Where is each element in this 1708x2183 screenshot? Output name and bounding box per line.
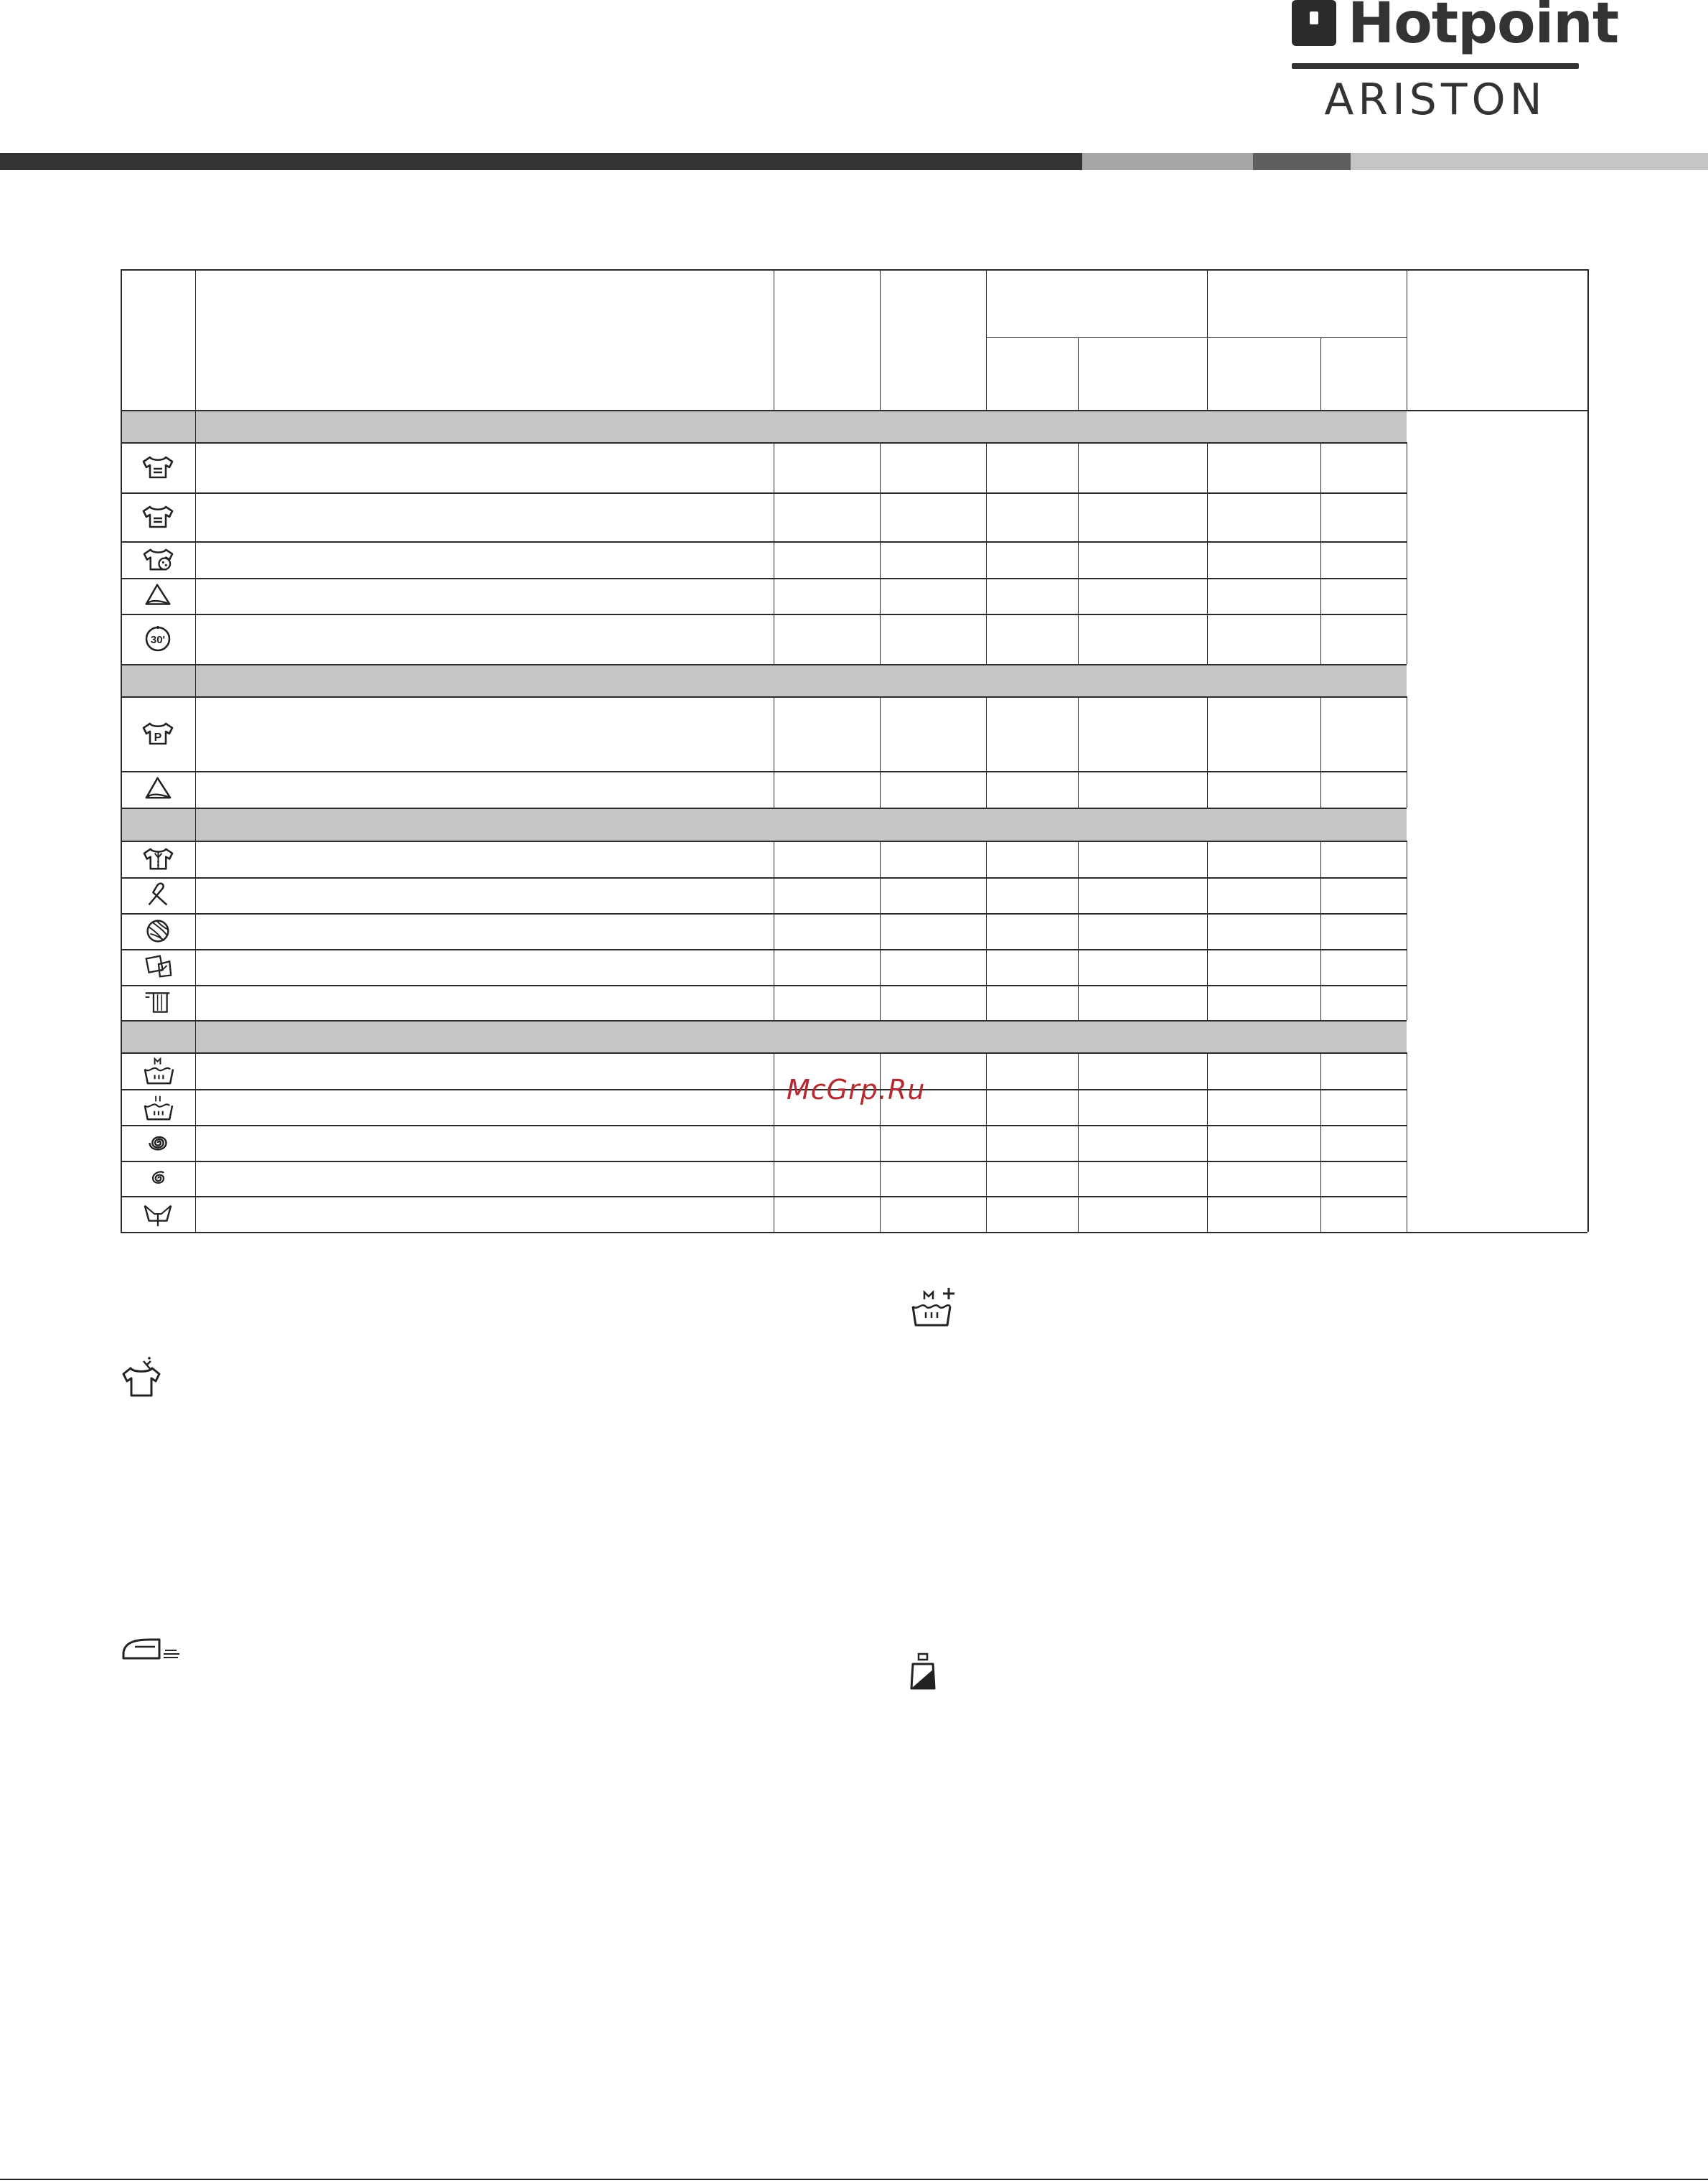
- row-column-divider: [1320, 442, 1321, 492]
- row-column-divider: [1078, 1125, 1079, 1161]
- section-band: [121, 1020, 1407, 1052]
- row-column-divider: [195, 841, 196, 877]
- row-column-divider: [880, 1125, 881, 1161]
- row-column-divider: [1320, 877, 1321, 913]
- row-column-divider: [880, 949, 881, 985]
- row-column-divider: [1207, 696, 1208, 771]
- row-column-divider: [1320, 492, 1321, 541]
- row-divider: [121, 1125, 1407, 1126]
- row-column-divider: [195, 614, 196, 664]
- row-column-divider: [880, 877, 881, 913]
- row-column-divider: [1078, 1161, 1079, 1196]
- row-column-divider: [1078, 771, 1079, 808]
- duvet-icon: [142, 773, 174, 805]
- row-column-divider: [880, 771, 881, 808]
- extra-rinse-icon: [909, 1285, 960, 1333]
- row-column-divider: [1207, 771, 1208, 808]
- row-column-divider: [195, 1089, 196, 1125]
- row-column-divider: [1207, 841, 1208, 877]
- row-column-divider: [195, 492, 196, 541]
- row-column-divider: [1207, 492, 1208, 541]
- row-column-divider: [195, 1125, 196, 1161]
- curtains-icon: [143, 987, 174, 1018]
- row-column-divider: [880, 541, 881, 578]
- row-divider: [121, 1052, 1407, 1054]
- easy-iron-icon: [121, 1635, 181, 1665]
- row-column-divider: [1320, 771, 1321, 808]
- row-column-divider: [1320, 1089, 1321, 1125]
- row-column-divider: [195, 578, 196, 614]
- row-column-divider: [1320, 1196, 1321, 1232]
- wool-ball-icon: [142, 915, 174, 947]
- row-column-divider: [1078, 1196, 1079, 1232]
- row-column-divider: [1320, 1161, 1321, 1196]
- row-column-divider: [195, 541, 196, 578]
- section-column-divider: [195, 664, 196, 696]
- row-column-divider: [1207, 877, 1208, 913]
- row-column-divider: [1078, 492, 1079, 541]
- row-column-divider: [1207, 985, 1208, 1020]
- row-column-divider: [1320, 985, 1321, 1020]
- row-divider: [121, 1089, 1407, 1090]
- row-column-divider: [1078, 578, 1079, 614]
- quick-30-icon: [141, 622, 174, 655]
- section-band: [121, 808, 1407, 841]
- row-column-divider: [1207, 1089, 1208, 1125]
- row-column-divider: [195, 949, 196, 985]
- row-column-divider: [195, 771, 196, 808]
- row-divider: [121, 541, 1407, 543]
- row-column-divider: [986, 841, 987, 877]
- row-column-divider: [1078, 442, 1079, 492]
- row-divider: [121, 578, 1407, 579]
- spin-icon: [142, 1127, 174, 1159]
- duvet-icon: [142, 580, 174, 612]
- row-column-divider: [986, 877, 987, 913]
- row-divider: [121, 664, 1407, 665]
- brand-subtitle: ARISTON: [1324, 75, 1547, 125]
- row-column-divider: [1320, 913, 1321, 949]
- row-column-divider: [880, 841, 881, 877]
- row-column-divider: [1320, 1125, 1321, 1161]
- row-column-divider: [986, 913, 987, 949]
- rinse-basin-icon: [142, 1055, 174, 1087]
- row-column-divider: [880, 614, 881, 664]
- header-subcolumn-divider: [1320, 337, 1321, 410]
- row-column-divider: [1207, 614, 1208, 664]
- drain-icon: [142, 1198, 174, 1230]
- header-column-divider: [195, 269, 196, 410]
- row-divider: [121, 877, 1407, 879]
- row-column-divider: [986, 1052, 987, 1089]
- mixed-colours-shirt-icon: [142, 543, 174, 576]
- cotton-shirt-icon: [141, 451, 174, 484]
- row-column-divider: [195, 913, 196, 949]
- table-left-border: [121, 269, 122, 1232]
- row-column-divider: [1078, 985, 1079, 1020]
- row-column-divider: [880, 913, 881, 949]
- row-column-divider: [1078, 696, 1079, 771]
- row-column-divider: [1078, 614, 1079, 664]
- row-column-divider: [986, 492, 987, 541]
- row-column-divider: [986, 949, 987, 985]
- brand-name: Hotpoint: [1348, 0, 1619, 56]
- row-column-divider: [880, 696, 881, 771]
- row-column-divider: [880, 492, 881, 541]
- row-column-divider: [986, 985, 987, 1020]
- row-column-divider: [1207, 1125, 1208, 1161]
- row-column-divider: [880, 578, 881, 614]
- row-column-divider: [880, 1196, 881, 1232]
- row-column-divider: [1320, 614, 1321, 664]
- row-column-divider: [880, 1161, 881, 1196]
- row-column-divider: [880, 985, 881, 1020]
- row-column-divider: [986, 771, 987, 808]
- row-column-divider: [1207, 1052, 1208, 1089]
- header-group-divider: [986, 337, 1407, 338]
- silk-ribbon-icon: [142, 879, 174, 911]
- header-column-divider: [986, 269, 987, 410]
- row-column-divider: [986, 696, 987, 771]
- row-divider: [121, 696, 1407, 698]
- row-column-divider: [1207, 442, 1208, 492]
- row-column-divider: [195, 442, 196, 492]
- row-column-divider: [195, 1161, 196, 1196]
- row-column-divider: [986, 614, 987, 664]
- cotton-shirt-icon: [141, 500, 174, 533]
- section-band: [121, 664, 1407, 696]
- table-bottom-border: [121, 1232, 1587, 1233]
- row-column-divider: [1207, 949, 1208, 985]
- load-weight-icon: [909, 1651, 937, 1695]
- row-divider: [121, 492, 1407, 494]
- row-column-divider: [986, 1089, 987, 1125]
- row-column-divider: [986, 578, 987, 614]
- row-divider: [121, 1020, 1407, 1022]
- row-column-divider: [1207, 1161, 1208, 1196]
- row-divider: [121, 949, 1407, 950]
- row-column-divider: [1078, 541, 1079, 578]
- row-column-divider: [986, 1161, 987, 1196]
- row-column-divider: [1078, 877, 1079, 913]
- delicate-rinse-basin-icon: [142, 1091, 174, 1123]
- section-band: [121, 410, 1407, 442]
- header-column-divider: [1207, 269, 1208, 410]
- row-column-divider: [1320, 949, 1321, 985]
- row-column-divider: [195, 985, 196, 1020]
- row-column-divider: [1078, 949, 1079, 985]
- row-column-divider: [1078, 841, 1079, 877]
- row-column-divider: [1320, 578, 1321, 614]
- row-column-divider: [1207, 541, 1208, 578]
- row-column-divider: [1207, 913, 1208, 949]
- row-column-divider: [986, 442, 987, 492]
- row-divider: [121, 1161, 1407, 1162]
- row-divider: [121, 771, 1407, 772]
- footer-rule: [0, 2179, 1708, 2180]
- row-column-divider: [195, 696, 196, 771]
- row-column-divider: [1078, 1089, 1079, 1125]
- row-column-divider: [1320, 541, 1321, 578]
- row-divider: [121, 913, 1407, 915]
- section-column-divider: [195, 1020, 196, 1052]
- shirts-icon: [142, 843, 174, 875]
- row-column-divider: [195, 1196, 196, 1232]
- delicate-spin-icon: [143, 1163, 174, 1194]
- section-column-divider: [195, 808, 196, 841]
- header-bottom-border: [121, 410, 1587, 411]
- row-divider: [121, 1196, 1407, 1197]
- row-column-divider: [1320, 841, 1321, 877]
- row-column-divider: [1078, 1052, 1079, 1089]
- header-column-divider: [880, 269, 881, 410]
- row-column-divider: [880, 442, 881, 492]
- row-column-divider: [195, 877, 196, 913]
- row-column-divider: [986, 1125, 987, 1161]
- svg-text:30': 30': [150, 634, 166, 646]
- row-divider: [121, 808, 1407, 809]
- row-column-divider: [1078, 913, 1079, 949]
- row-divider: [121, 985, 1407, 986]
- row-divider: [121, 841, 1407, 842]
- header-subcolumn-divider: [1078, 337, 1079, 410]
- row-column-divider: [1207, 1196, 1208, 1232]
- baby-garments-icon: [142, 951, 174, 983]
- row-column-divider: [1207, 578, 1208, 614]
- row-column-divider: [986, 541, 987, 578]
- row-divider: [121, 442, 1407, 444]
- table-right-border: [1587, 269, 1589, 1232]
- row-column-divider: [1320, 1052, 1321, 1089]
- section-column-divider: [195, 410, 196, 442]
- synthetics-p-shirt-icon: [141, 717, 174, 750]
- row-divider: [121, 614, 1407, 615]
- table-top-border: [121, 269, 1587, 271]
- watermark: McGrp.Ru: [787, 1074, 926, 1105]
- svg-text:P: P: [154, 731, 162, 744]
- stain-removal-shirt-icon: [121, 1355, 162, 1403]
- row-column-divider: [195, 1052, 196, 1089]
- row-column-divider: [1320, 696, 1321, 771]
- row-column-divider: [986, 1196, 987, 1232]
